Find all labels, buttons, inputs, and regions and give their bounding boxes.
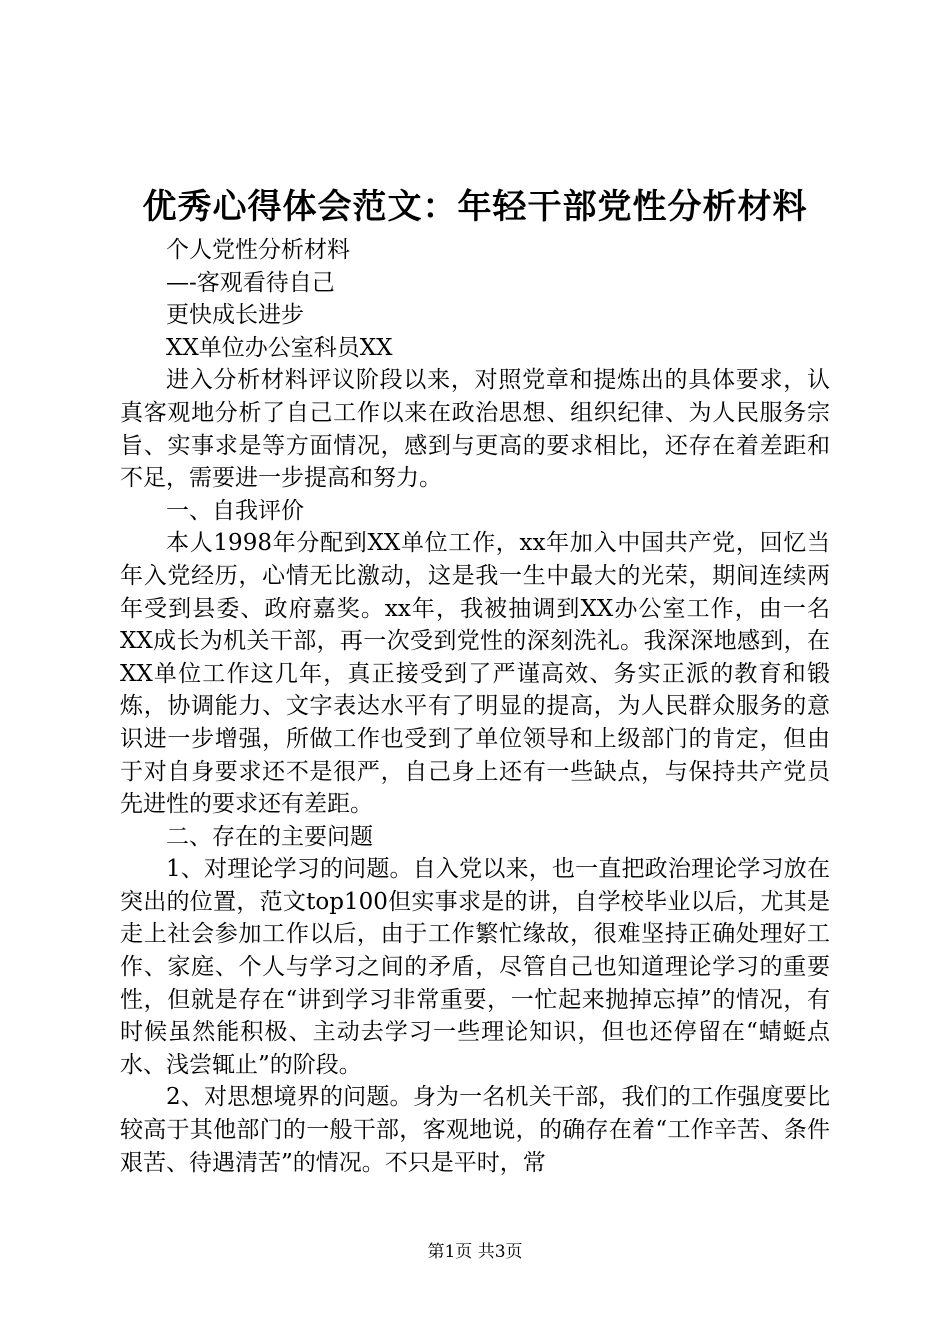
page-number-footer: 第1页 共3页 (427, 1242, 523, 1262)
paragraph-problem-theory-study: 1、对理论学习的问题。自入党以来，也一直把政治理论学习放在突出的位置，范文top100但实事求是的讲，自学校毕业以后，尤其是走上社会参加工作以后，由于工作繁忙缘故，很难坚持正确处理好工作、家庭、个人与学习之间的矛盾，尽管自己也知道理论学习的重要性，但就是存在“讲到学习非常重要，一忙起来抛掉忘掉”的情况，有时候虽然能积极、主动去学习一些理论知识，但也还停留在“蜻蜓点水、浅尝辄止”的阶段。 (120, 856, 830, 1078)
paragraph-subtitle: 个人党性分析材料 (166, 237, 350, 263)
section-heading-self-evaluation: 一、自我评价 (166, 497, 304, 524)
paragraph-subtitle-line-2: —-客观看待自己 (166, 269, 335, 296)
document-body (120, 234, 830, 1179)
paragraph-self-evaluation: 本人1998年分配到XX单位工作，xx年加入中国共产党，回忆当年入党经历，心情无比激动，这是我一生中最大的光荣，期间连续两年受到县委、政府嘉奖。xx年，我被抽调到XX办公室工作，由一名XX成长为机关干部，再一次受到党性的深刻洗礼。我深深地感到，在XX单位工作这几年，真正接受到了严谨高效、务实正派的教育和锻炼，协调能力、文字表达水平有了明显的提高，为人民群众服务的意识进一步增强，所做工作也受到了单位领导和上级部门的肯定，但由于对自身要求还不是很严，自己身上还有一些缺点，与保持共产党员先进性的要求还有差距。 (120, 530, 830, 818)
paragraph-problem-ideology: 2、对思想境界的问题。身为一名机关干部，我们的工作强度要比较高于其他部门的一般干部，客观地说，的确存在着“工作辛苦、条件艰苦、待遇清苦”的情况。不只是平时，常 (120, 1084, 830, 1176)
paragraph-subtitle-line-3: 更快成长进步 (166, 302, 304, 329)
section-heading-main-problems: 二、存在的主要问题 (166, 823, 373, 850)
paragraph-intro: 进入分析材料评议阶段以来，对照党章和提炼出的具体要求，认真客观地分析了自己工作以来在政治思想、组织纪律、为人民服务宗旨、实事求是等方面情况，感到与更高的要求相比，还存在着差距和不足，需要进一步提高和努力。 (120, 367, 830, 492)
paragraph-author: XX单位办公室科员XX (166, 334, 393, 361)
document-title: 优秀心得体会范文：年轻干部党性分析材料 (142, 187, 808, 227)
